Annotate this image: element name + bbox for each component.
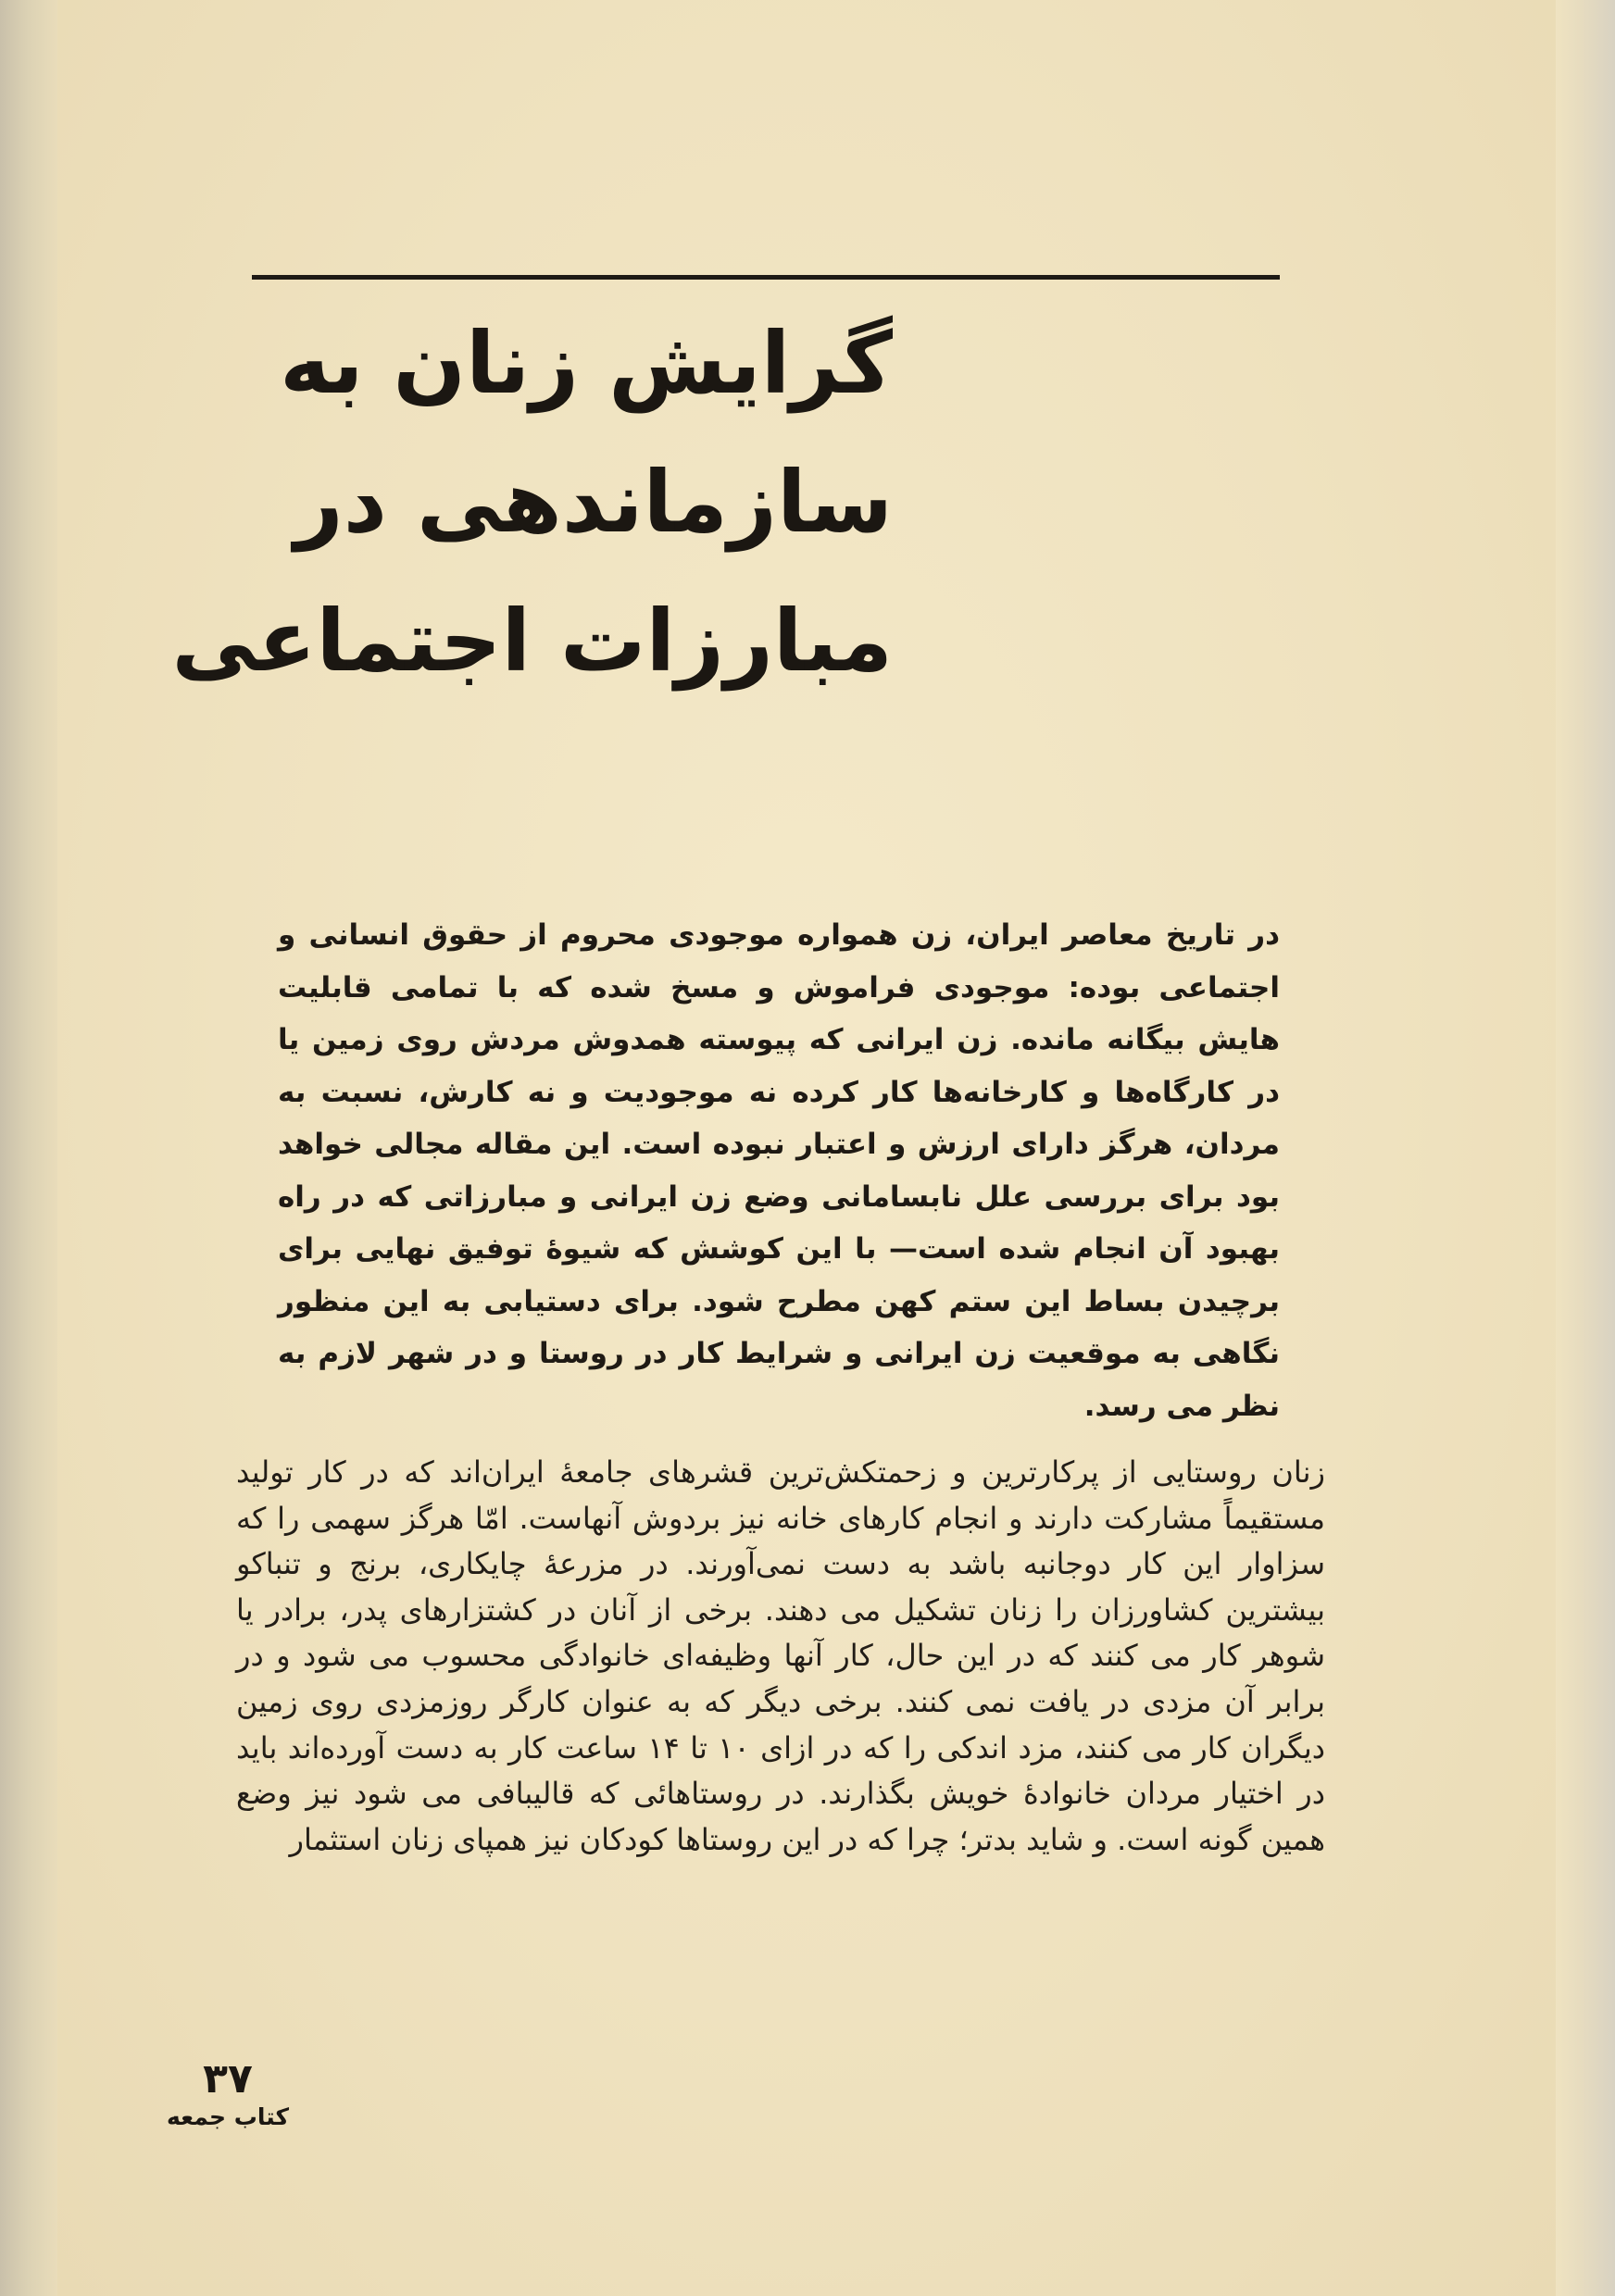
page-binding-edge [0, 0, 57, 2296]
article-title-line: سازماندهی در [294, 453, 893, 552]
page-outer-edge [1556, 0, 1615, 2296]
article-title [170, 294, 893, 711]
page-number: ۳۷ [203, 2055, 253, 2103]
article-title-line: گرایش زنان به [280, 314, 893, 413]
magazine-name: کتاب جمعه [166, 2103, 289, 2130]
article-intro: در تاریخ معاصر ایران، زن همواره موجودی محروم از حقوق انسانی و اجتماعی بوده: موجودی فراموش و مسخ شده که با تمامی قابلیت هایش بیگانه مانده. زن ایرانی که پیوسته همدوش مردش روی زمین یا در کارگاه‌ها و کارخانه‌ها کار کرده نه موجودیت و نه کارش، نسبت به مردان، هرگز دارای ارزش و اعتبار نبوده است. این مقاله مجالی خواهد بود برای بررسی علل نابسامانی وضع زن ایرانی و مبارزاتی که در راه بهبود آن انجام شده است— با این کوشش که شیوهٔ توفیق نهایی برای برچیدن بساط این ستم کهن مطرح شود. برای دستیابی به این منظور نگاهی به موقعیت زن ایرانی و شرایط کار در روستا و در شهر لازم به نظر می رسد. [278, 918, 1280, 1423]
article-title-line: مبارزات اجتماعی [171, 592, 893, 691]
article-body: زنان روستایی از پرکارترین و زحمتکش‌ترین قشرهای جامعهٔ ایران‌اند که در کار تولید مستقیماً مشارکت دارند و انجام کارهای خانه نیز بردوش آنهاست. امّا هرگز سهمی را که سزاوار این کار دوجانبه باشد به دست نمی‌آورند. در مزرعهٔ چایکاری، برنج و تنباکو بیشترین کشاورزان را زنان تشکیل می دهند. برخی از آنان در کشتزارهای پدر، برادر یا شوهر کار می کنند که در این حال، کار آنها وظیفه‌ای خانوادگی محسوب می شود و در برابر آن مزدی در یافت نمی کنند. برخی دیگر که به عنوان کارگر روزمزدی روی زمین دیگران کار می کنند، مزد اندکی را که در ازای ۱۰ تا ۱۴ ساعت کار به دست آورده‌اند باید در اختیار مردان خانوادهٔ خویش بگذارند. در روستاهائی که قالیبافی می شود نیز وضع همین گونه است. و شاید بدتر؛ چرا که در این روستاها کودکان نیز همپای زنان استثمار [236, 1454, 1326, 1857]
title-rule [252, 275, 1280, 280]
